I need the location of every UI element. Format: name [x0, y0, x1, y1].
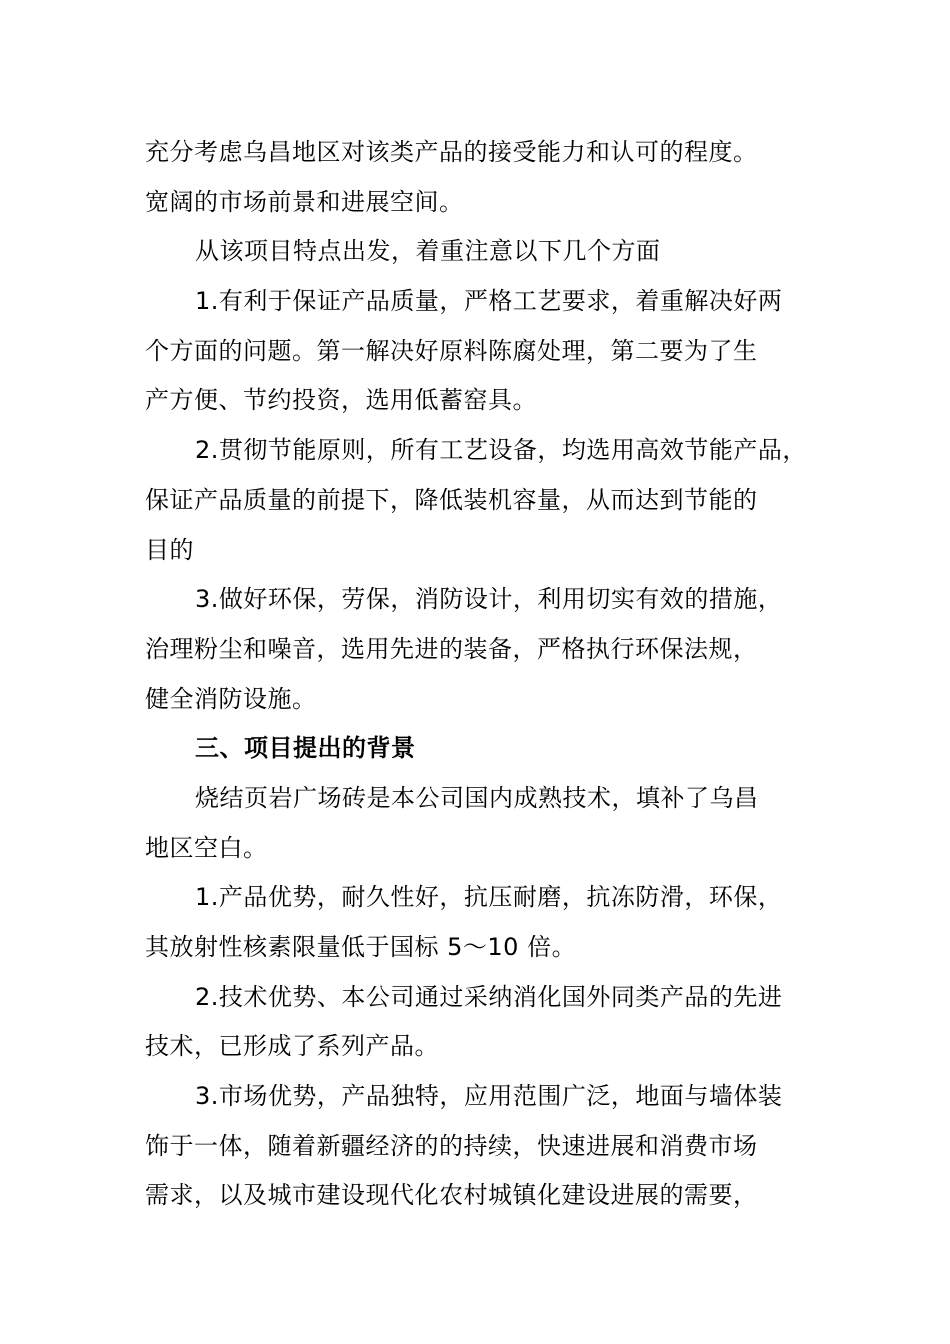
text-line: 其放射性核素限量低于国标 5～10 倍。 — [145, 933, 577, 961]
text-line: 健全消防设施。 — [145, 684, 317, 713]
text-line: 产方便、节约投资，选用低蓄窑具。 — [145, 386, 537, 415]
text-line: 烧结页岩广场砖是本公司国内成熟技术，填补了乌昌 — [195, 783, 759, 812]
text-line: 保证产品质量的前提下，降低装机容量，从而达到节能的 — [145, 485, 758, 514]
text-line: 2.技术优势、本公司通过采纳消化国外同类产品的先进 — [195, 982, 783, 1011]
text-line: 从该项目特点出发，着重注意以下几个方面 — [195, 237, 661, 266]
text-line: 3.做好环保，劳保，消防设计，利用切实有效的措施， — [195, 585, 783, 614]
text-line: 技术，已形成了系列产品。 — [145, 1032, 439, 1061]
text-line: 宽阔的市场前景和进展空间。 — [145, 187, 464, 216]
text-line: 1.产品优势，耐久性好，抗压耐磨，抗冻防滑，环保， — [195, 883, 783, 912]
text-line: 饰于一体，随着新疆经济的的持续，快速进展和消费市场 — [145, 1131, 758, 1160]
text-line: 需求，以及城市建设现代化农村城镇化建设进展的需要， — [145, 1181, 758, 1210]
text-line: 3.市场优势，产品独特，应用范围广泛，地面与墙体装 — [195, 1082, 783, 1111]
document-body — [145, 128, 825, 1221]
text-line: 地区空白。 — [145, 833, 268, 862]
text-line: 充分考虑乌昌地区对该类产品的接受能力和认可的程度。 — [145, 138, 758, 166]
section-heading: 三、项目提出的背景 — [195, 734, 416, 763]
text-line: 个方面的问题。第一解决好原料陈腐处理，第二要为了生 — [145, 336, 758, 365]
text-line: 治理粉尘和噪音，选用先进的装备，严格执行环保法规， — [145, 634, 758, 663]
text-line: 2.贯彻节能原则，所有工艺设备，均选用高效节能产品， — [195, 436, 807, 465]
text-line: 1.有利于保证产品质量，严格工艺要求，着重解决好两 — [195, 287, 783, 316]
text-line: 目的 — [145, 535, 194, 564]
